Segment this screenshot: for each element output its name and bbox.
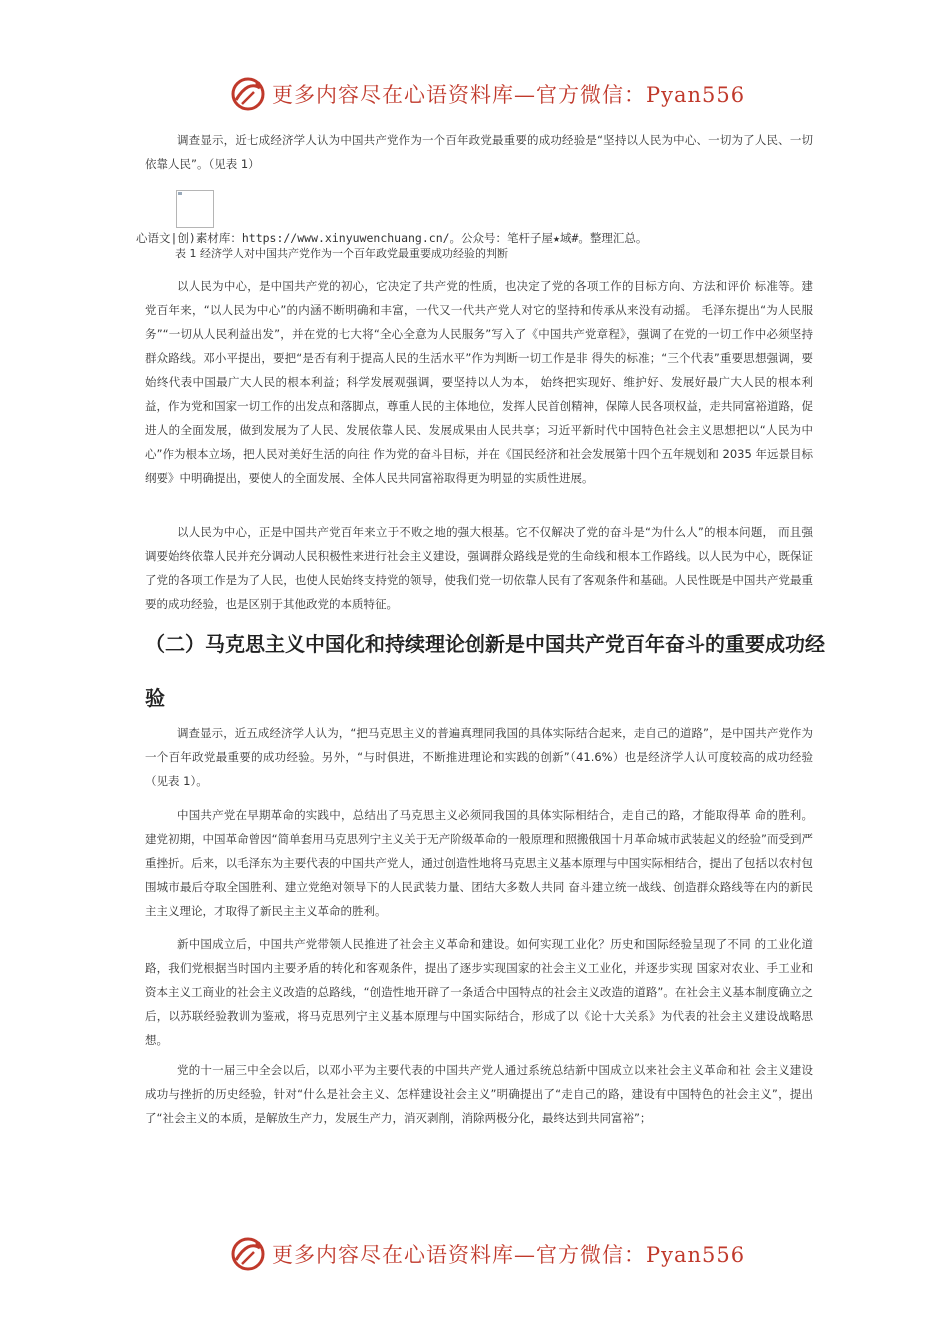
header-banner [228,74,746,114]
paragraph-new-china: 新中国成立后，中国共产党带领人民推进了社会主义革命和建设。如何实现工业化？历史和国际经验呈现了不同 的工业化道路，我们党根据当时国内主要矛盾的转化和客观条件，提出了逐步实现国家的社会主义工业化，并逐步实现 国家对农业、手工业和资本主义工商业的社会主义改造的总路线，“创造性地开辟了一条适合中国特点的社会主义改造的道路”。在社会主义基本制度确立之后，以苏联经验教训为鉴戒，将马克思列宁主义基本原理与中国实际结合，形成了以《论十大关系》为代表的社会主义建设战略思想。 [145,937,813,1047]
paragraph-foundation: 以人民为中心，正是中国共产党百年来立于不败之地的强大根基。它不仅解决了党的奋斗是“为什么人”的根本问题， 而且强调要始终依靠人民并充分调动人民积极性来进行社会主义建设，强调群众路线是党的生命线和根本工作路线。以人民为中心，既保证了党的各项工作是为了人民，也使人民始终支持党的领导，使我们党一切依靠人民有了客观条件和基础。人民性既是中国共产党最重要的成功经验，也是区别于其他政党的本质特征。 [145,525,813,611]
banner-text: 更多内容尽在心语资料库—官方微信：Pyan556 [272,83,746,107]
paragraph-early-revolution: 中国共产党在早期革命的实践中，总结出了马克思主义必须同我国的具体实际相结合，走自己的路，才能取得革 命的胜利。建党初期，中国革命曾因“简单套用马克思列宁主义关于无产阶级革命的一般原理和照搬俄国十月革命城市武装起义的经验”而受到严重挫折。后来，以毛泽东为主要代表的中国共产党人，通过创造性地将马克思主义基本原理与中国实际相结合，提出了包括以农村包围城市最后夺取全国胜利、建立党绝对领导下的人民武装力量、团结大多数人共同 奋斗建立统一战线、创造群众路线等在内的新民主主义理论，才取得了新民主主义革命的胜利。 [145,808,813,918]
fish-hook-logo-icon [228,1234,268,1274]
paragraph-survey-marxism: 调查显示，近五成经济学人认为，“把马克思主义的普遍真理同我国的具体实际结合起来，走自己的道路”，是中国共产党作为一个百年政党最重要的成功经验。另外，“与时俱进，不断推进理论和实践的创新”（41.6%）也是经济学人认可度较高的成功经验（见表 1）。 [145,726,813,788]
banner-text: 更多内容尽在心语资料库—官方微信：Pyan556 [272,1243,746,1267]
broken-image-icon [176,190,214,228]
section-heading-2: （二）马克思主义中国化和持续理论创新是中国共产党百年奋斗的重要成功经验 [145,632,825,710]
paragraph-people-centered: 以人民为中心，是中国共产党的初心，它决定了共产党的性质，也决定了党的各项工作的目标方向、方法和评价 标准等。建党百年来，“以人民为中心”的内涵不断明确和丰富，一代又一代共产党人对它的坚持和传承从来没有动摇。 毛泽东提出“为人民服务”“一切从人民利益出发”，并在党的七大将“全心全意为人民服务”写入了《中国共产党章程》，强调了在党的一切工作中必须坚持群众路线。邓小平提出，要把“是否有利于提高人民的生活水平”作为判断一切工作是非 得失的标准；“三个代表”重要思想强调，要始终代表中国最广大人民的根本利益；科学发展观强调，要坚持以人为本， 始终把实现好、维护好、发展好最广大人民的根本利益，作为党和国家一切工作的出发点和落脚点，尊重人民的主体地位，发挥人民首创精神，保障人民各项权益，走共同富裕道路，促进人的全面发展，做到发展为了人民、发展依靠人民、发展成果由人民共享；习近平新时代中国特色社会主义思想把以“人民为中心”作为根本立场，把人民对美好生活的向往 作为党的奋斗目标，并在《国民经济和社会发展第十四个五年规划和 2035 年远景目标纲要》中明确提出，要使人的全面发展、全体人民共同富裕取得更为明显的实质性进展。 [145,279,813,485]
footer-banner [228,1234,746,1274]
paragraph-reform: 党的十一届三中全会以后，以邓小平为主要代表的中国共产党人通过系统总结新中国成立以来社会主义革命和社 会主义建设成功与挫折的历史经验，针对“什么是社会主义、怎样建设社会主义”明确提出了“走自己的路，建设有中国特色的社会主义”，提出了“社会主义的本质，是解放生产力，发展生产力，消灭剥削，消除两极分化，最终达到共同富裕”； [145,1063,813,1125]
source-line: 心语文|创)素材库：https://www.xinyuwenchuang.cn/。公众号：笔杆子屋★域#。整理汇总。 [136,231,648,245]
intro-paragraph: 调查显示，近七成经济学人认为中国共产党作为一个百年政党最重要的成功经验是“坚持以人民为中心、一切为了人民、一切依靠人民”。（见表 1） [145,133,813,171]
table-caption: 表 1 经济学人对中国共产党作为一个百年政党最重要成功经验的判断 [175,247,508,260]
fish-hook-logo-icon [228,74,268,114]
